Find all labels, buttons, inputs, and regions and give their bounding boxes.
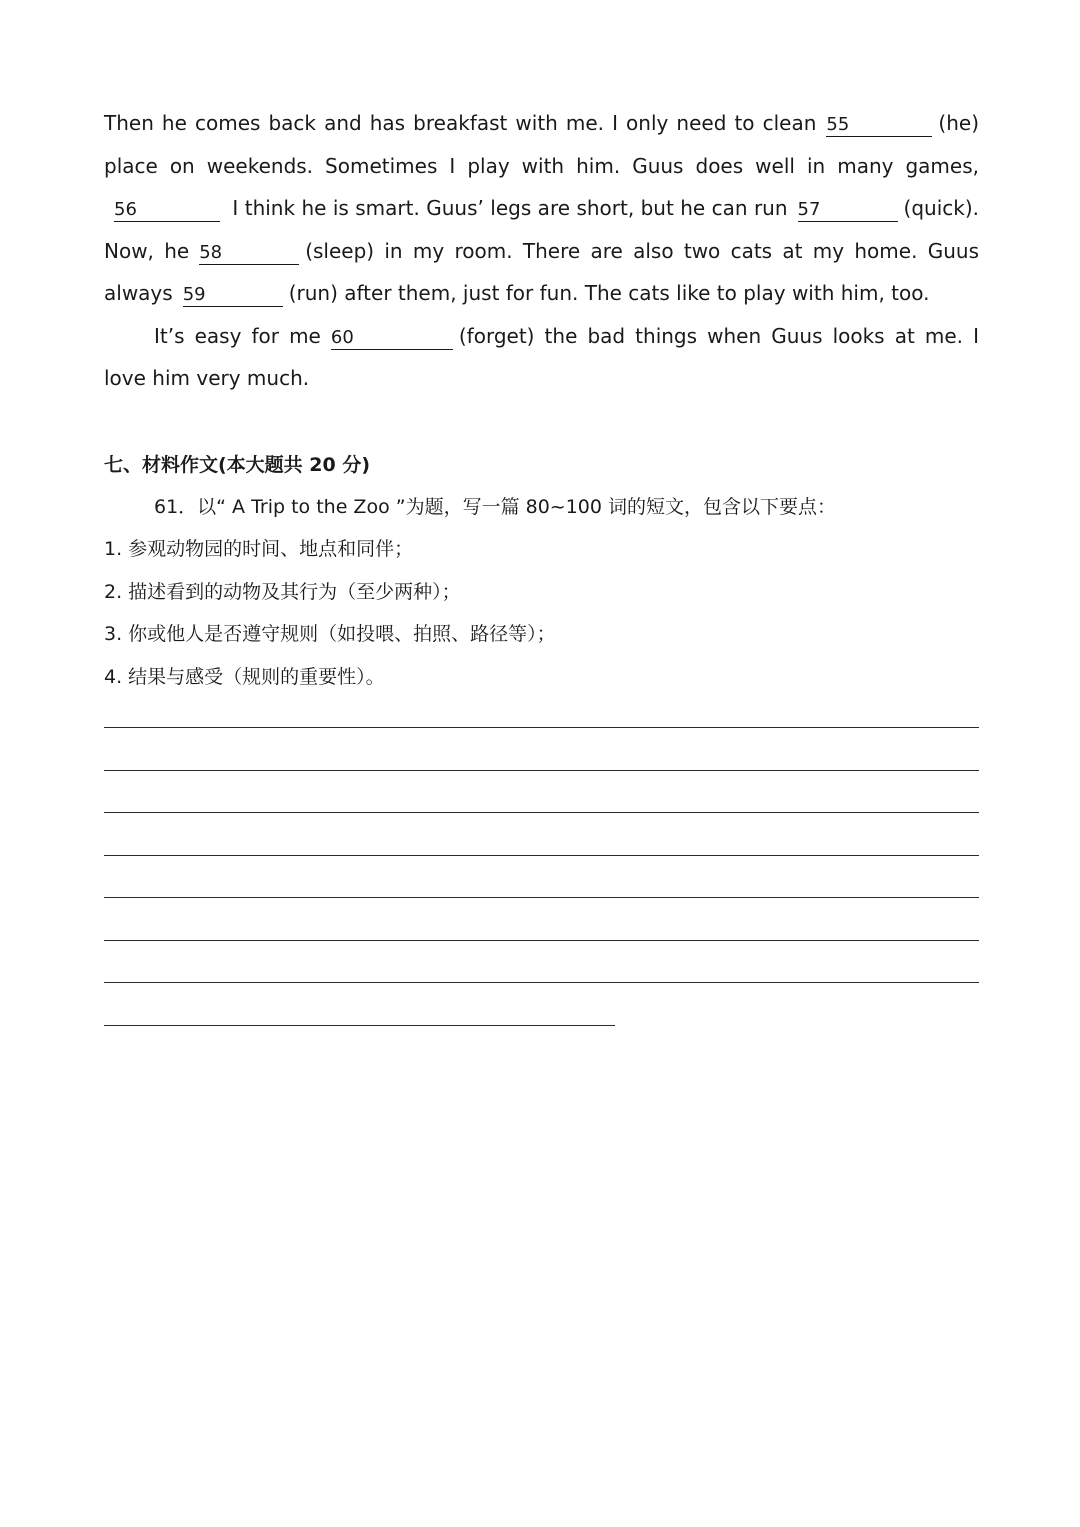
writing-line[interactable] — [104, 727, 979, 728]
question-prompt: 61．以“ A Trip to the Zoo ”为题，写一篇 80~100 词的短文，包含以下要点： — [154, 496, 837, 518]
passage-text: (he) place on weekends. Sometimes I play with him. Guus does well in many games, — [104, 111, 979, 178]
answer-blank-59[interactable]: 59 — [183, 284, 283, 307]
passage-text: (quick). Now, he — [104, 196, 980, 263]
requirement-item: 4. 结果与感受（规则的重要性）。 — [104, 666, 385, 688]
writing-line[interactable] — [104, 770, 979, 771]
passage-text: Then he comes back and has breakfast with me. I only need to clean — [104, 111, 817, 135]
answer-blank-55[interactable]: 55 — [826, 114, 932, 137]
passage-text: (forget) the bad things when Guus looks at me. I love him very much. — [104, 323, 979, 390]
passage-text: It’s easy for me — [154, 323, 321, 348]
answer-blank-58[interactable]: 58 — [199, 242, 299, 265]
writing-line[interactable] — [104, 812, 979, 813]
requirement-item: 2. 描述看到的动物及其行为（至少两种）； — [104, 581, 461, 603]
writing-line[interactable] — [104, 982, 979, 983]
writing-line[interactable] — [104, 940, 979, 941]
cloze-passage — [104, 102, 979, 400]
requirement-item: 1. 参观动物园的时间、地点和同伴； — [104, 538, 414, 560]
answer-blank-60[interactable]: 60 — [331, 327, 453, 350]
passage-text: (sleep) in my room. There are also two cats at my home. Guus always — [104, 238, 979, 305]
passage-paragraph-2 — [104, 315, 979, 400]
answer-blank-56[interactable]: 56 — [114, 199, 220, 222]
writing-line[interactable] — [104, 1025, 615, 1026]
writing-line[interactable] — [104, 897, 979, 898]
passage-text: (run) after them, just for fun. The cats like to play with him, too. — [288, 281, 930, 305]
requirement-item: 3. 你或他人是否遵守规则（如投喂、拍照、路径等）； — [104, 623, 556, 645]
writing-line[interactable] — [104, 855, 979, 856]
passage-text: I think he is smart. Guus’ legs are short, but he can run — [232, 196, 788, 220]
answer-blank-57[interactable]: 57 — [798, 199, 898, 222]
section-title: 七、材料作文(本大题共 20 分) — [104, 454, 371, 476]
passage-paragraph-1 — [104, 102, 979, 315]
